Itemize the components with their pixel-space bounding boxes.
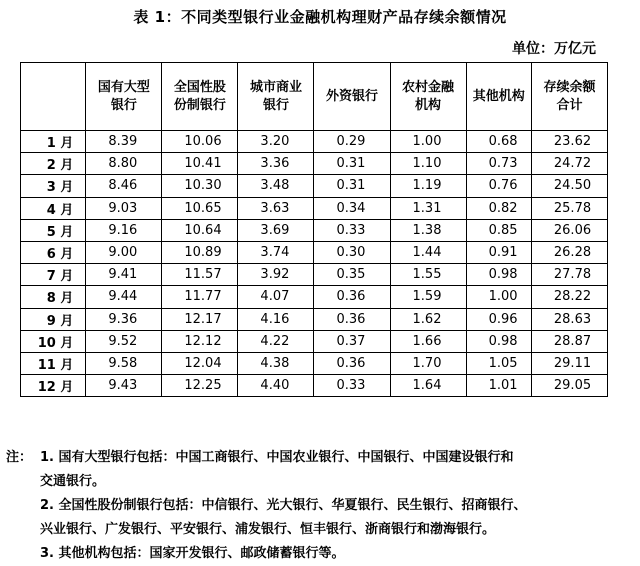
note-1 xyxy=(6,446,636,470)
value-cell: 9.41 xyxy=(86,264,162,286)
table-row xyxy=(21,219,608,241)
note-3-line1: 3. 其他机构包括：国家开发银行、邮政储蓄银行等。 xyxy=(40,546,345,561)
month-cell: 6 月 xyxy=(21,241,86,263)
value-cell: 3.69 xyxy=(238,219,314,241)
table-row xyxy=(21,197,608,219)
value-cell: 24.72 xyxy=(531,153,607,175)
value-cell: 26.28 xyxy=(531,241,607,263)
table-row xyxy=(21,352,608,374)
col-header-city-commercial: 城市商业银行 xyxy=(238,63,314,131)
value-cell: 1.10 xyxy=(390,153,466,175)
value-cell: 9.52 xyxy=(86,330,162,352)
note-1-line2: 交通银行。 xyxy=(40,474,106,489)
value-cell: 28.22 xyxy=(531,286,607,308)
value-cell: 10.06 xyxy=(162,131,238,153)
balance-table xyxy=(20,62,608,397)
value-cell: 0.73 xyxy=(466,153,531,175)
value-cell: 10.64 xyxy=(162,219,238,241)
value-cell: 1.38 xyxy=(390,219,466,241)
value-cell: 9.16 xyxy=(86,219,162,241)
value-cell: 8.80 xyxy=(86,153,162,175)
note-1-line1: 1. 国有大型银行包括：中国工商银行、中国农业银行、中国银行、中国建设银行和 xyxy=(40,450,514,465)
table-row xyxy=(21,375,608,397)
unit-label: 单位：万亿元 xyxy=(512,41,596,57)
value-cell: 10.89 xyxy=(162,241,238,263)
note-prefix: 注： xyxy=(6,450,33,465)
value-cell: 0.31 xyxy=(314,175,390,197)
value-cell: 0.33 xyxy=(314,375,390,397)
value-cell: 9.58 xyxy=(86,352,162,374)
notes-section xyxy=(6,446,636,566)
value-cell: 12.12 xyxy=(162,330,238,352)
value-cell: 1.55 xyxy=(390,264,466,286)
value-cell: 8.39 xyxy=(86,131,162,153)
value-cell: 1.70 xyxy=(390,352,466,374)
month-cell: 1 月 xyxy=(21,131,86,153)
value-cell: 12.04 xyxy=(162,352,238,374)
value-cell: 0.30 xyxy=(314,241,390,263)
table-row xyxy=(21,131,608,153)
value-cell: 28.63 xyxy=(531,308,607,330)
value-cell: 10.30 xyxy=(162,175,238,197)
value-cell: 1.00 xyxy=(466,286,531,308)
value-cell: 10.65 xyxy=(162,197,238,219)
value-cell: 9.00 xyxy=(86,241,162,263)
value-cell: 29.11 xyxy=(531,352,607,374)
value-cell: 1.64 xyxy=(390,375,466,397)
table-title: 表 1：不同类型银行业金融机构理财产品存续余额情况 xyxy=(133,8,507,26)
value-cell: 0.34 xyxy=(314,197,390,219)
value-cell: 9.44 xyxy=(86,286,162,308)
table-row xyxy=(21,330,608,352)
col-header-foreign: 外资银行 xyxy=(314,63,390,131)
header-row xyxy=(21,63,608,131)
value-cell: 4.16 xyxy=(238,308,314,330)
month-cell: 7 月 xyxy=(21,264,86,286)
month-cell: 4 月 xyxy=(21,197,86,219)
value-cell: 0.35 xyxy=(314,264,390,286)
value-cell: 0.33 xyxy=(314,219,390,241)
value-cell: 27.78 xyxy=(531,264,607,286)
table-row xyxy=(21,264,608,286)
month-cell: 11 月 xyxy=(21,352,86,374)
value-cell: 3.20 xyxy=(238,131,314,153)
value-cell: 1.00 xyxy=(390,131,466,153)
value-cell: 4.22 xyxy=(238,330,314,352)
value-cell: 23.62 xyxy=(531,131,607,153)
value-cell: 0.37 xyxy=(314,330,390,352)
value-cell: 24.50 xyxy=(531,175,607,197)
month-cell: 8 月 xyxy=(21,286,86,308)
value-cell: 0.36 xyxy=(314,286,390,308)
value-cell: 9.36 xyxy=(86,308,162,330)
value-cell: 3.74 xyxy=(238,241,314,263)
value-cell: 29.05 xyxy=(531,375,607,397)
month-cell: 10 月 xyxy=(21,330,86,352)
value-cell: 3.48 xyxy=(238,175,314,197)
value-cell: 1.59 xyxy=(390,286,466,308)
value-cell: 0.91 xyxy=(466,241,531,263)
col-header-rural: 农村金融机构 xyxy=(390,63,466,131)
value-cell: 1.31 xyxy=(390,197,466,219)
month-cell: 9 月 xyxy=(21,308,86,330)
value-cell: 4.07 xyxy=(238,286,314,308)
table-row xyxy=(21,241,608,263)
col-header-total: 存续余额合计 xyxy=(531,63,607,131)
value-cell: 1.66 xyxy=(390,330,466,352)
value-cell: 12.17 xyxy=(162,308,238,330)
value-cell: 0.36 xyxy=(314,308,390,330)
table-row xyxy=(21,153,608,175)
value-cell: 3.92 xyxy=(238,264,314,286)
col-header-other: 其他机构 xyxy=(466,63,531,131)
col-header-joint-stock: 全国性股份制银行 xyxy=(162,63,238,131)
value-cell: 9.03 xyxy=(86,197,162,219)
value-cell: 1.19 xyxy=(390,175,466,197)
value-cell: 10.41 xyxy=(162,153,238,175)
corner-cell xyxy=(21,63,86,131)
value-cell: 0.98 xyxy=(466,330,531,352)
value-cell: 1.01 xyxy=(466,375,531,397)
value-cell: 3.63 xyxy=(238,197,314,219)
value-cell: 1.44 xyxy=(390,241,466,263)
table-row xyxy=(21,286,608,308)
value-cell: 0.36 xyxy=(314,352,390,374)
value-cell: 0.68 xyxy=(466,131,531,153)
value-cell: 26.06 xyxy=(531,219,607,241)
month-cell: 12 月 xyxy=(21,375,86,397)
value-cell: 11.57 xyxy=(162,264,238,286)
month-cell: 2 月 xyxy=(21,153,86,175)
table-row xyxy=(21,308,608,330)
value-cell: 28.87 xyxy=(531,330,607,352)
value-cell: 0.31 xyxy=(314,153,390,175)
value-cell: 0.82 xyxy=(466,197,531,219)
value-cell: 0.98 xyxy=(466,264,531,286)
value-cell: 1.05 xyxy=(466,352,531,374)
value-cell: 0.85 xyxy=(466,219,531,241)
value-cell: 3.36 xyxy=(238,153,314,175)
value-cell: 0.96 xyxy=(466,308,531,330)
table-row xyxy=(21,175,608,197)
value-cell: 25.78 xyxy=(531,197,607,219)
value-cell: 4.38 xyxy=(238,352,314,374)
value-cell: 4.40 xyxy=(238,375,314,397)
month-cell: 3 月 xyxy=(21,175,86,197)
value-cell: 0.29 xyxy=(314,131,390,153)
note-2-line1: 2. 全国性股份制银行包括：中信银行、光大银行、华夏银行、民生银行、招商银行、 xyxy=(40,498,527,513)
value-cell: 9.43 xyxy=(86,375,162,397)
value-cell: 1.62 xyxy=(390,308,466,330)
note-2-line2: 兴业银行、广发银行、平安银行、浦发银行、恒丰银行、浙商银行和渤海银行。 xyxy=(40,522,496,537)
month-cell: 5 月 xyxy=(21,219,86,241)
value-cell: 11.77 xyxy=(162,286,238,308)
value-cell: 12.25 xyxy=(162,375,238,397)
value-cell: 0.76 xyxy=(466,175,531,197)
col-header-state-owned: 国有大型银行 xyxy=(86,63,162,131)
value-cell: 8.46 xyxy=(86,175,162,197)
